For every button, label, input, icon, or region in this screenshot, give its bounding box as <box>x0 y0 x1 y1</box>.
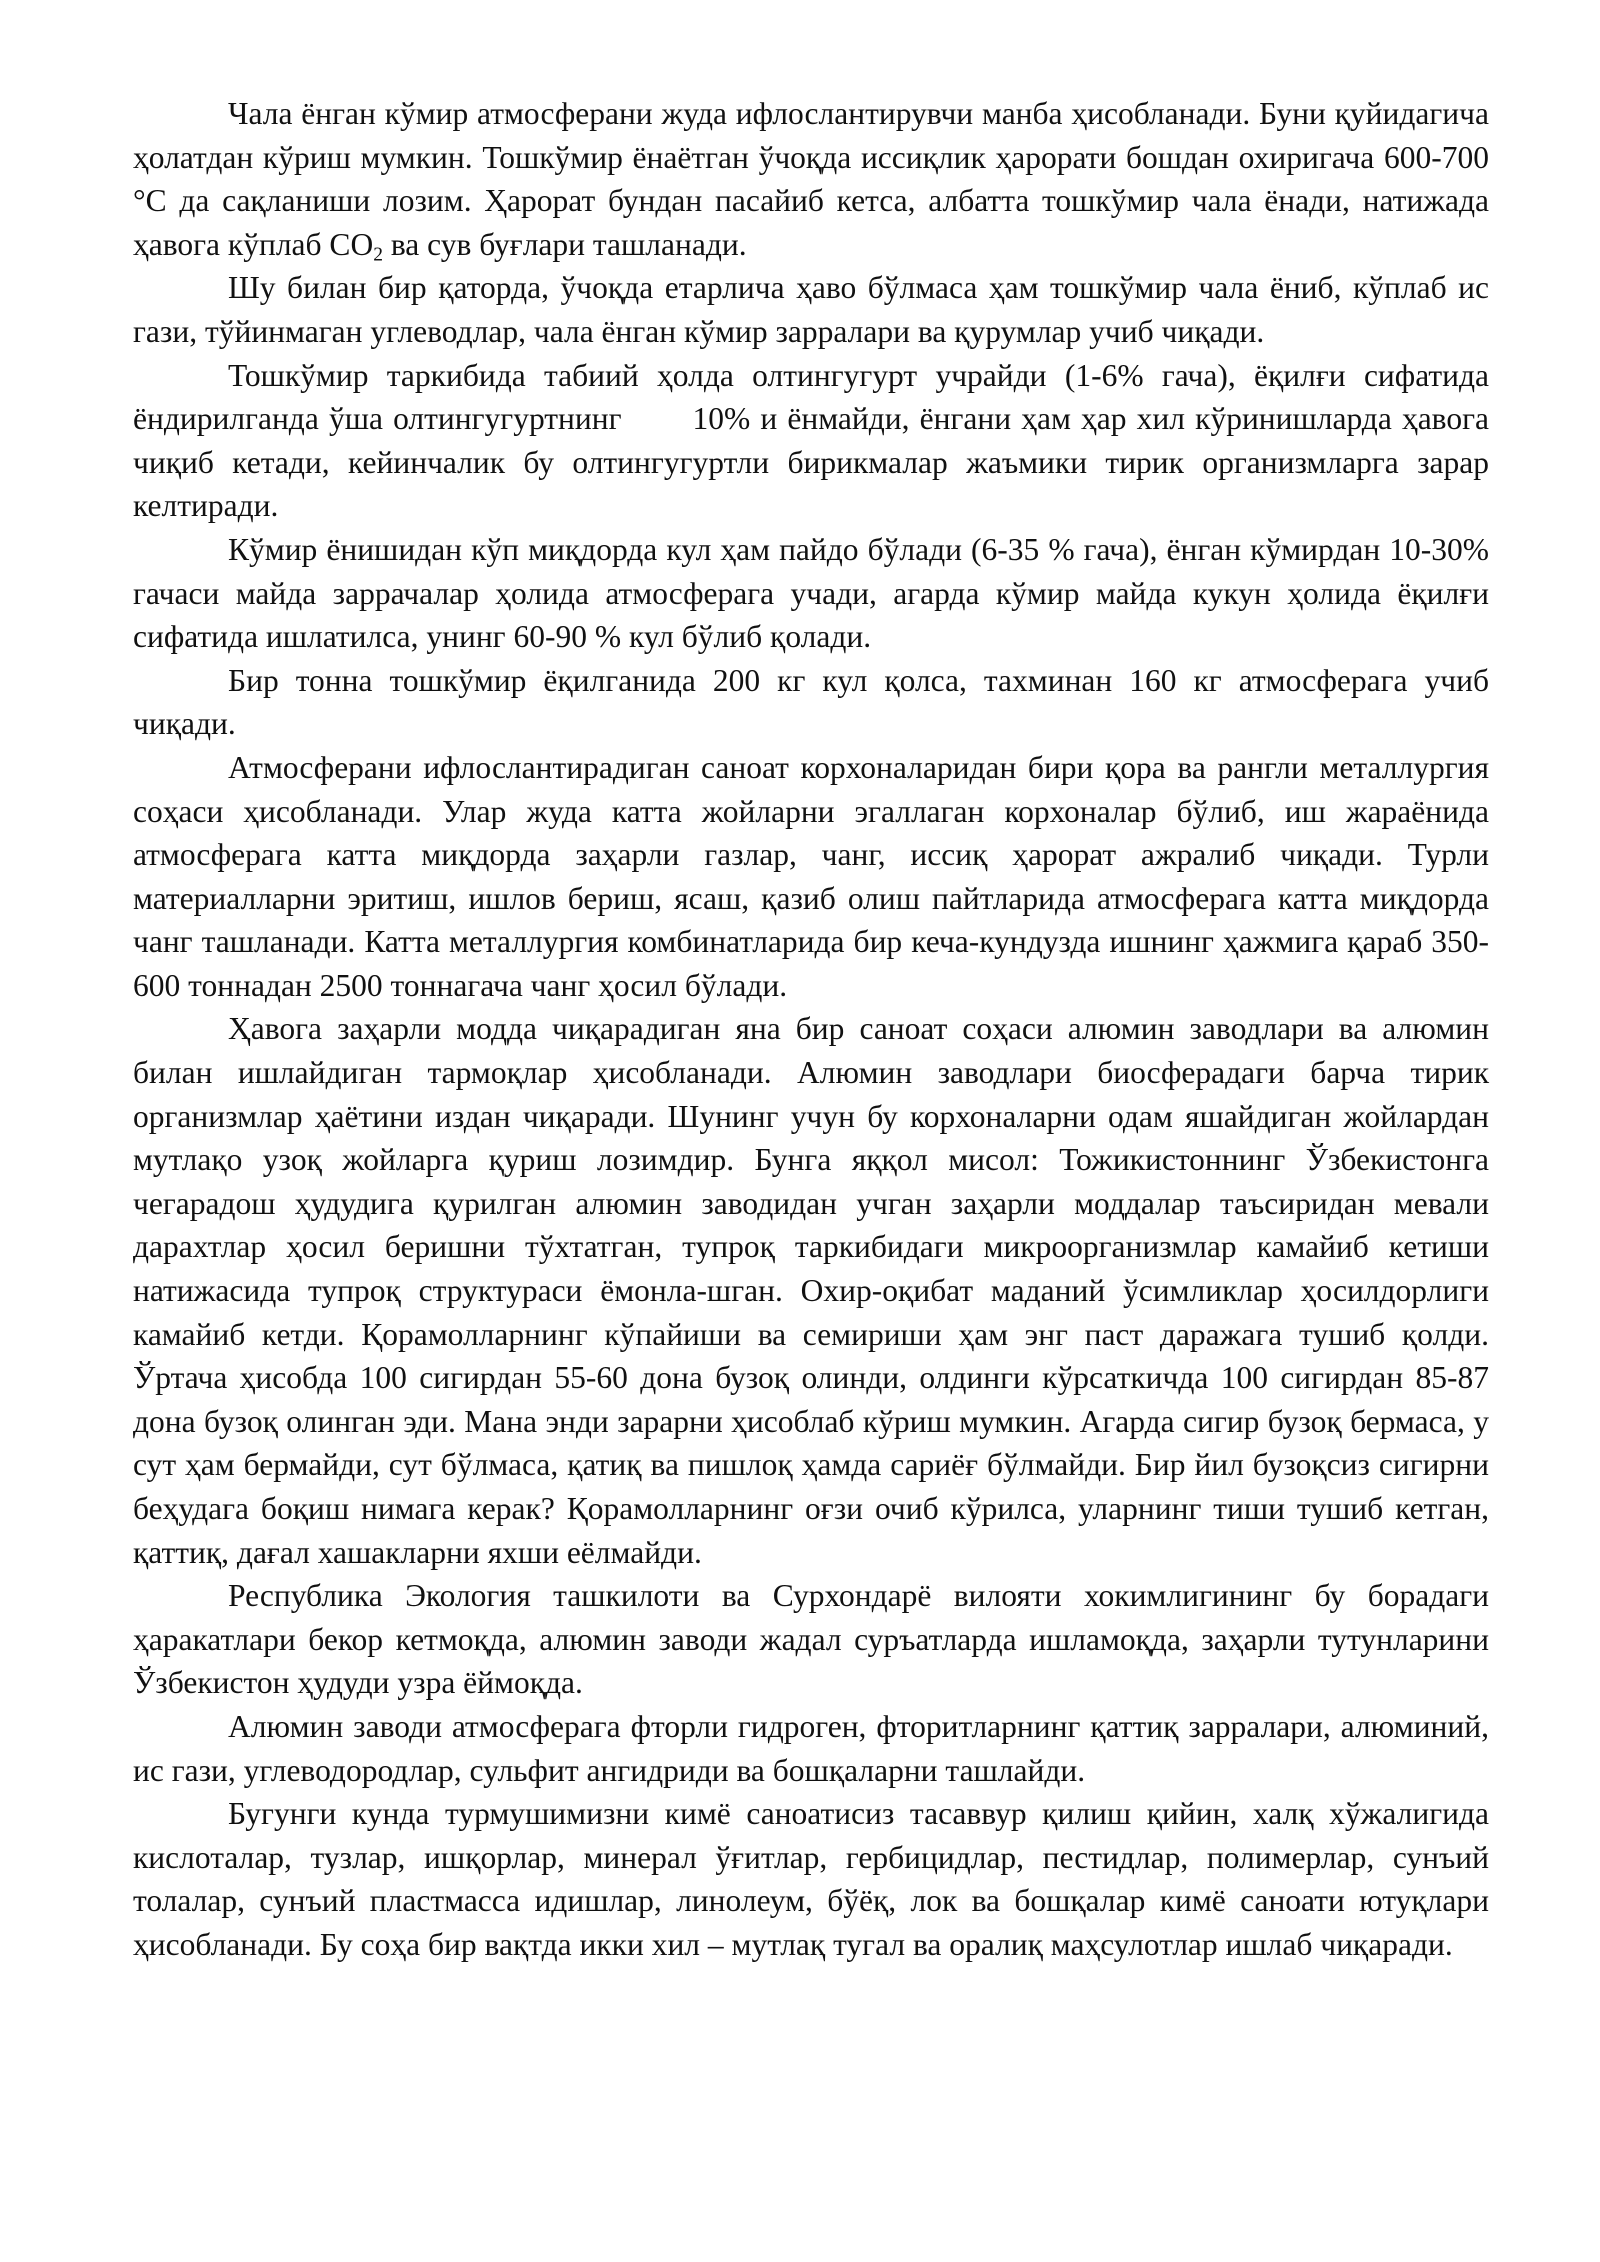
paragraph-sulfur: Тошкўмир таркибида табиий ҳолда олтингугурт учрайди (1-6% гача), ёқилғи сифатида ёндирилганда ўша олтингугуртнинг 10% и ёнмайди, ёнгани ҳам ҳар хил кўринишларда ҳавога чиқиб кетади, кейинчалик бу олтингугуртли бирикмалар жаъмики тирик организмларга зарар келтиради. <box>133 357 1497 524</box>
paragraph-text: ва сув буғлари ташланади. <box>382 226 747 262</box>
subscript-2: 2 <box>373 244 383 266</box>
paragraph-metallurgy: Атмосферани ифлослантирадиган саноат корхоналаридан бири қора ва рангли металлургия соҳаси ҳисобланади. Улар жуда катта жойларни эгаллаган корхоналар бўлиб, иш жараёнида атмосферага катта миқдорда заҳарли газлар, чанг, иссиқ ҳарорат ажралиб чиқади. Турли материалларни эритиш, ишлов бериш, ясаш, қазиб олиш пайтларида атмосферага катта миқдорда чанг ташланади. Катта металлургия комбинатларида бир кеча-кундузда ишнинг ҳажмига қараб 350-600 тоннадан 2500 тоннагача чанг ҳосил бўлади. <box>133 749 1489 1003</box>
paragraph-chemical-industry: Бугунги кунда турмушимизни кимё саноатисиз тасаввур қилиш қийин, халқ хўжалигида кислоталар, тузлар, ишқорлар, минерал ўғитлар, гербицидлар, пестидлар, полимерлар, сунъий толалар, сунъий пластмасса идишлар, линолеум, бўёқ, лок ва бошқалар кимё саноати ютуқлари ҳисобланади. Бу соҳа бир вақтда икки хил – мутлақ тугал ва оралиқ маҳсулотлар ишлаб чиқаради. <box>133 1796 1489 1962</box>
paragraph-insufficient-air: Шу билан бир қаторда, ўчоқда етарлича ҳаво бўлмаса ҳам тошкўмир чала ёниб, кўплаб ис гази, тўйинмаган углеводлар, чала ёнган кўмир зарралари ва қурумлар учиб чиқади. <box>133 270 1489 349</box>
paragraph-aluminum-plants: Ҳавога заҳарли модда чиқарадиган яна бир саноат соҳаси алюмин заводлари ва алюмин билан ишлайдиган тармоқлар ҳисобланади. Алюмин заводлари биосферадаги барча тирик организмлар ҳаётини издан чиқаради. Шунинг учун бу корхоналарни одам яшайдиган жойлардан мутлақо узоқ жойларга қуриш лозимдир. Бунга яққол мисол: Тожикистоннинг Ўзбекистонга чегарадош ҳудудига қурилган алюмин заводидан учган заҳарли моддалар таъсиридан мевали дарахтлар ҳосил беришни тўхтатган, тупроқ таркибидаги микроорганизмлар камайиб кетиши натижасида тупроқ структураси ёмонла-шган. Охир-оқибат маданий ўсимликлар ҳосилдорлиги камайиб кетди. Қорамолларнинг кўпайиши ва семириши ҳам энг паст даражага тушиб қолди. Ўртача ҳисобда 100 сигирдан 55-60 дона бузоқ олинди, олдинги кўрсаткичда 100 сигирдан 85-87 дона бузоқ олинган эди. Мана энди зарарни ҳисоблаб кўриш мумкин. Агарда сигир бузоқ бермаса, у сут ҳам бермайди, сут бўлмаса, қатиқ ва пишлоқ ҳамда сариёғ бўлмайди. Бир йил бузоқсиз сигирни беҳудага боқиш нимага керак? Қорамолларнинг оғзи очиб кўрилса, уларнинг тиши тушиб кетган, қаттиқ, дағал хашакларни яхши еёлмайди. <box>133 1011 1489 1570</box>
paragraph-aluminum-emissions: Алюмин заводи атмосферага фторли гидроген, фторитларнинг қаттиқ зарралари, алюминий, ис гази, углеводородлар, сульфит ангидриди ва бошқаларни ташлайди. <box>133 1708 1489 1788</box>
paragraph-coal-combustion <box>133 92 1489 266</box>
document-page <box>133 92 1497 1967</box>
paragraph-republic-ecology: Республика Экология ташкилоти ва Сурхондарё вилояти хокимлигининг бу борадаги ҳаракатлари бекор кетмоқда, алюмин заводи жадал суръатларда ишламоқда, заҳарли тутунларини Ўзбекистон ҳудуди узра ёймоқда. <box>133 1578 1489 1701</box>
paragraph-ash: Кўмир ёнишидан кўп миқдорда кул ҳам пайдо бўлади (6-35 % гача), ёнган кўмирдан 10-30% гачаси майда заррачалар ҳолида атмосферага учади, агарда кўмир майда кукун ҳолида ёқилғи сифатида ишлатилса, унинг 60-90 % кул бўлиб қолади. <box>133 531 1489 655</box>
paragraph-text: Чала ёнган кўмир атмосферани жуда ифлослантирувчи манба ҳисобланади. Буни қуйидагича ҳолатдан кўриш мумкин. Тошкўмир ёнаётган ўчоқда иссиқлик ҳарорати бошдан охиригача 600-700 °С да сақланиши лозим. Ҳарорат бундан пасайиб кетса, албатта тошкўмир чала ёнади, натижада ҳавога кўплаб СО <box>133 96 1489 262</box>
paragraph-ton-of-coal: Бир тонна тошкўмир ёқилганида 200 кг кул қолса, тахминан 160 кг атмосферага учиб чиқади. <box>133 662 1489 742</box>
